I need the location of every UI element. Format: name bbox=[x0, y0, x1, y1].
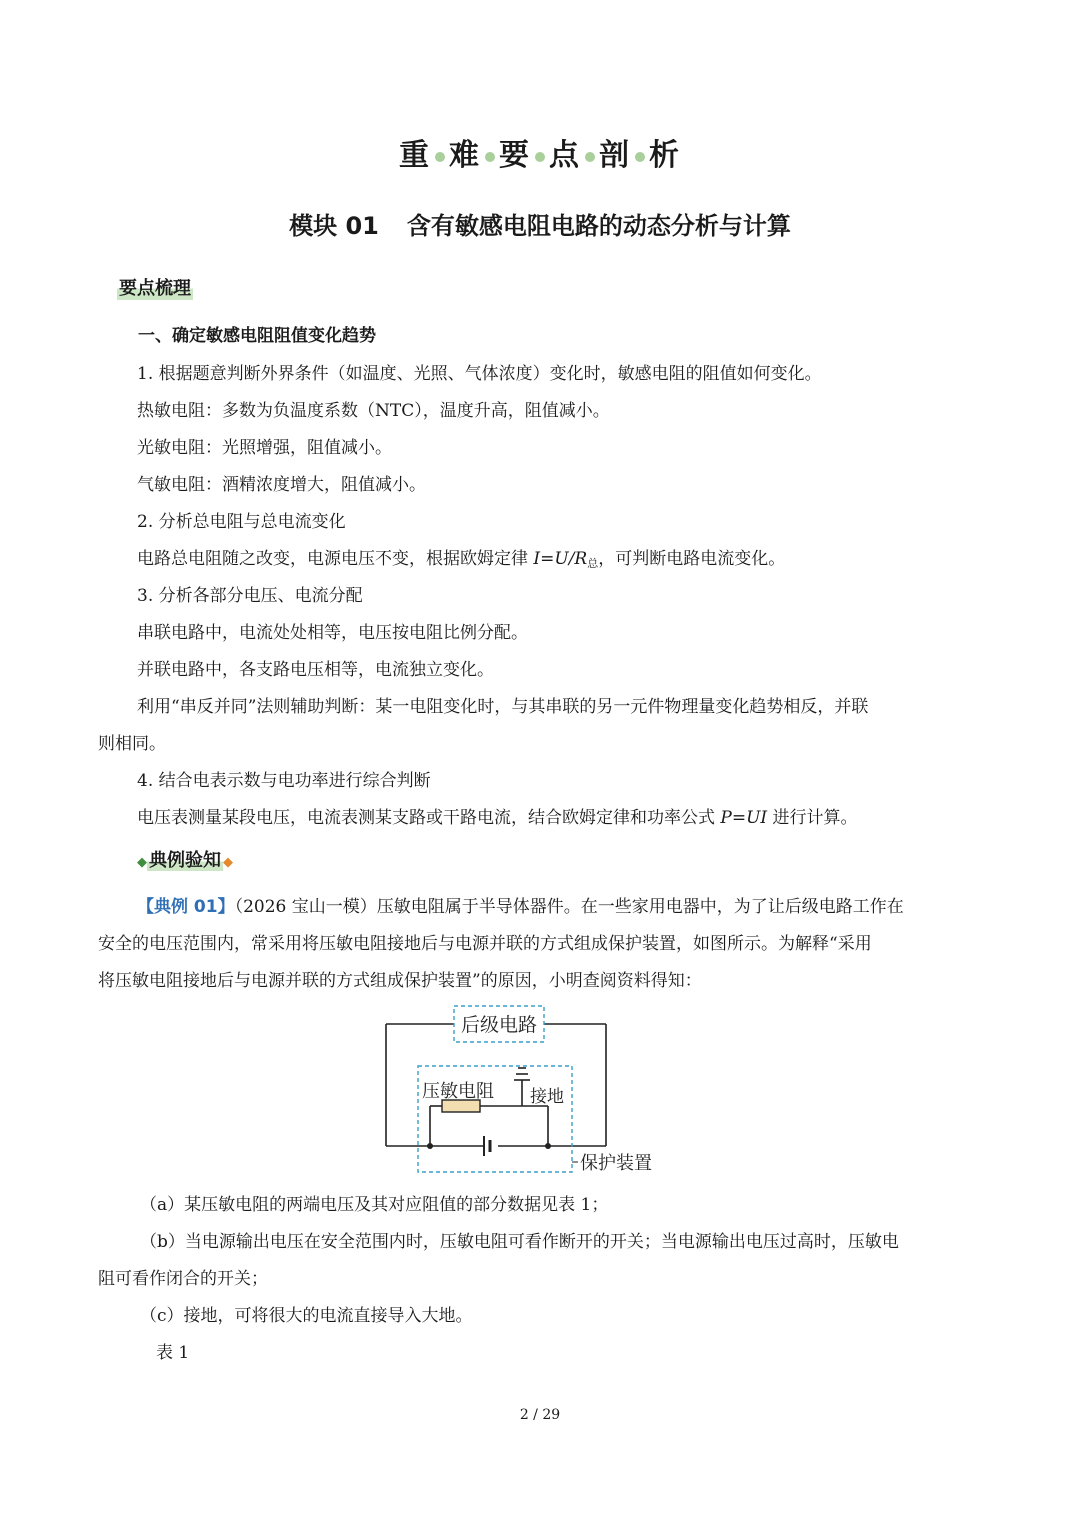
item-4-text-post: 进行计算。 bbox=[772, 808, 858, 828]
example-line-1-text: （2026 宝山一模）压敏电阻属于半导体器件。在一些家用电器中，为了让后级电路工作在 bbox=[234, 897, 904, 917]
diamond-icon: ◆ bbox=[137, 855, 147, 870]
formula: I=U/R bbox=[533, 549, 588, 569]
power-formula: P=UI bbox=[720, 808, 768, 828]
diamond-icon: ◆ bbox=[223, 855, 233, 870]
example-line-1 bbox=[137, 892, 904, 917]
label-load: 后级电路 bbox=[460, 1014, 538, 1036]
title-char: 析 bbox=[649, 138, 681, 173]
item-2-text-post: ，可判断电路电流变化。 bbox=[598, 549, 786, 569]
table-caption: 表 1 bbox=[156, 1343, 190, 1363]
title-dot bbox=[585, 152, 595, 162]
title-char: 要 bbox=[499, 138, 531, 173]
title-char: 重 bbox=[399, 138, 431, 173]
page-number: 2 / 29 bbox=[519, 1407, 561, 1423]
ohms-law-formula bbox=[533, 549, 598, 569]
rule-text-line1: 利用“串反并同”法则辅助判断：某一电阻变化时，与其串联的另一元件物理量变化趋势相反，并联 bbox=[137, 697, 869, 717]
thermistor-text: 热敏电阻：多数为负温度系数（NTC），温度升高，阻值减小。 bbox=[137, 401, 610, 421]
title-dot bbox=[635, 152, 645, 162]
page-title bbox=[0, 130, 1080, 174]
formula-subscript: 总 bbox=[587, 557, 599, 570]
label-ground: 接地 bbox=[530, 1087, 564, 1107]
item-4: 4. 结合电表示数与电功率进行综合判断 bbox=[137, 771, 431, 791]
section-heading-examples: 典例验知 bbox=[149, 850, 221, 871]
example-line-2: 安全的电压范围内，常采用将压敏电阻接地后与电源并联的方式组成保护装置，如图所示。为解释“采用 bbox=[98, 934, 872, 954]
example-heading-row bbox=[137, 846, 233, 872]
subheading: 一、确定敏感电阻阻值变化趋势 bbox=[138, 326, 376, 346]
label-varistor: 压敏电阻 bbox=[422, 1081, 494, 1102]
label-protector: 保护装置 bbox=[580, 1153, 652, 1174]
item-1: 1. 根据题意判断外界条件（如温度、光照、气体浓度）变化时，敏感电阻的阻值如何变化。 bbox=[137, 364, 822, 384]
circuit-diagram bbox=[380, 1000, 680, 1180]
note-b-line2: 阻可看作闭合的开关； bbox=[98, 1269, 268, 1289]
rule-text-line2: 则相同。 bbox=[98, 734, 166, 754]
series-text: 串联电路中，电流处处相等，电压按电阻比例分配。 bbox=[137, 623, 528, 643]
section-heading-key-points: 要点梳理 bbox=[117, 274, 193, 300]
item-4-text bbox=[137, 803, 858, 828]
note-b-line1: （b）当电源输出电压在安全范围内时，压敏电阻可看作断开的开关；当电源输出电压过高时，压敏电 bbox=[140, 1232, 899, 1252]
item-2-text-pre: 电路总电阻随之改变，电源电压不变，根据欧姆定律 bbox=[137, 549, 528, 569]
module-number: 模块 01 bbox=[289, 212, 379, 240]
item-3: 3. 分析各部分电压、电流分配 bbox=[137, 586, 363, 606]
parallel-text: 并联电路中，各支路电压相等，电流独立变化。 bbox=[137, 660, 494, 680]
title-char: 点 bbox=[549, 138, 581, 173]
module-title bbox=[0, 206, 1080, 241]
example-tag: 【典例 01】 bbox=[137, 897, 235, 917]
title-dot bbox=[485, 152, 495, 162]
title-char: 难 bbox=[449, 138, 481, 173]
item-2: 2. 分析总电阻与总电流变化 bbox=[137, 512, 346, 532]
title-char: 剖 bbox=[599, 138, 631, 173]
gas-sensor-text: 气敏电阻：酒精浓度增大，阻值减小。 bbox=[137, 475, 426, 495]
item-2-text bbox=[137, 544, 785, 571]
item-4-text-pre: 电压表测量某段电压，电流表测某支路或干路电流，结合欧姆定律和功率公式 bbox=[137, 808, 715, 828]
title-dot bbox=[435, 152, 445, 162]
note-c: （c）接地，可将很大的电流直接导入大地。 bbox=[140, 1306, 473, 1326]
example-line-3: 将压敏电阻接地后与电源并联的方式组成保护装置”的原因，小明查阅资料得知： bbox=[98, 971, 702, 991]
photoresistor-text: 光敏电阻：光照增强，阻值减小。 bbox=[137, 438, 392, 458]
module-name: 含有敏感电阻电路的动态分析与计算 bbox=[406, 212, 791, 240]
note-a: （a）某压敏电阻的两端电压及其对应阻值的部分数据见表 1； bbox=[140, 1195, 609, 1215]
title-dot bbox=[535, 152, 545, 162]
